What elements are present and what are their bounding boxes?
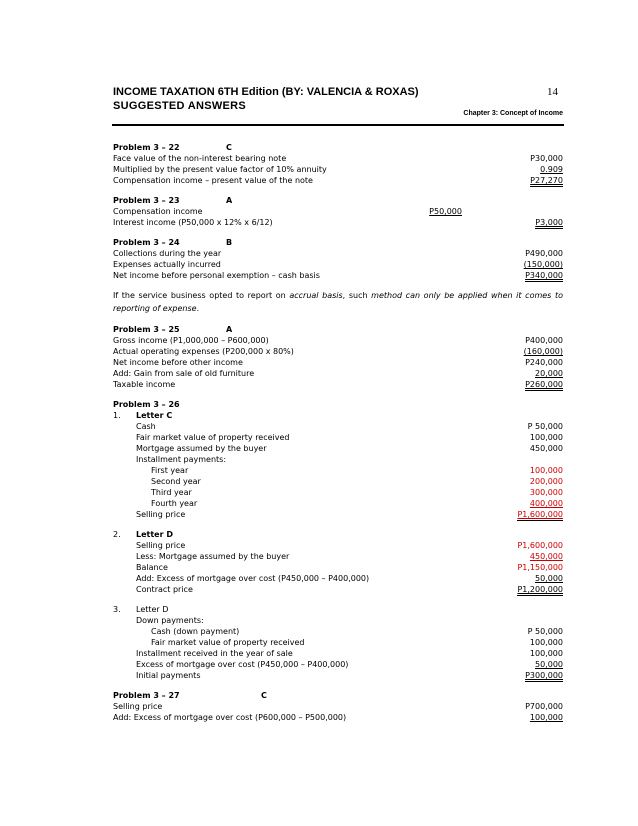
row-amount: 0.909 [540,165,563,174]
ledger-row [113,476,563,487]
row-amount: P1,600,000 [517,510,563,519]
row-amount: P50,000 [429,207,462,216]
row-amount: P300,000 [525,671,563,680]
item-answer: Letter D [136,605,169,614]
problem-answer: A [226,196,233,205]
item-heading [113,410,563,421]
problem-heading [113,399,563,410]
row-label: Multiplied by the present value factor of 10% annuity [113,165,327,174]
note-text: , such [342,291,372,300]
problem-answer: A [226,325,233,334]
row-amount: P 50,000 [527,627,563,636]
row-label: Expenses actually incurred [113,260,221,269]
answers-content [113,142,563,723]
ledger-row [113,584,563,595]
ledger-row [113,379,563,390]
row-amount: 100,000 [529,649,563,658]
row-amount: (160,000) [523,347,563,356]
problem-title: Problem 3 – 22 [113,143,180,152]
row-label: Add: Gain from sale of old furniture [113,369,255,378]
ledger-row [113,259,563,270]
ledger-row [113,153,563,164]
row-label: Fourth year [151,499,198,508]
row-amount: P490,000 [525,249,563,258]
ledger-row [113,454,563,465]
row-label: Initial payments [136,671,201,680]
ledger-row [113,637,563,648]
item-answer: Letter D [136,530,173,539]
row-label: Cash (down payment) [151,627,240,636]
row-label: Taxable income [113,380,176,389]
problem-heading [113,690,563,701]
row-amount: 100,000 [529,638,563,647]
row-amount: 50,000 [535,660,563,669]
ledger-row [113,712,563,723]
ledger-row [113,432,563,443]
ledger-row [113,573,563,584]
ledger-row [113,248,563,259]
row-label: Balance [136,563,168,572]
row-label: Fair market value of property received [151,638,305,647]
note-text: If the service business opted to report on [113,291,290,300]
problem-heading [113,195,563,206]
row-label: Third year [151,488,192,497]
note-text: . [196,304,200,313]
row-amount: P260,000 [525,380,563,389]
row-label: Selling price [136,541,186,550]
row-label: Installment received in the year of sale [136,649,293,658]
row-label: Add: Excess of mortgage over cost (P450,000 – P400,000) [136,574,370,583]
ledger-row [113,648,563,659]
problem-title: Problem 3 – 24 [113,238,180,247]
ledger-row [113,487,563,498]
row-amount: P400,000 [525,336,563,345]
problem-title: Problem 3 – 26 [113,400,180,409]
note-emphasis: method can only be applied when it comes to reporting of expense [113,291,563,313]
row-amount: P1,600,000 [517,541,563,550]
row-label: Gross income (P1,000,000 – P600,000) [113,336,269,345]
row-label: Compensation income [113,207,203,216]
item-number: 1. [113,411,121,420]
row-label: Mortgage assumed by the buyer [136,444,267,453]
ledger-row [113,659,563,670]
row-label: Net income before other income [113,358,243,367]
ledger-row [113,509,563,520]
ledger-row [113,615,563,626]
row-label: First year [151,466,189,475]
row-label: Less: Mortgage assumed by the buyer [136,552,290,561]
row-amount: 400,000 [529,499,563,508]
row-amount: P30,000 [530,154,563,163]
row-amount: 100,000 [529,466,563,475]
row-amount: 450,000 [529,444,563,453]
chapter-label: Chapter 3: Concept of Income [463,110,563,117]
row-label: Net income before personal exemption – cash basis [113,271,320,280]
row-amount: P27,270 [530,176,563,185]
problem-heading [113,324,563,335]
row-label: Selling price [113,702,163,711]
row-label: Cash [136,422,156,431]
ledger-row [113,465,563,476]
row-label: Second year [151,477,201,486]
row-amount: 20,000 [535,369,563,378]
row-amount: P340,000 [525,271,563,280]
problem-answer: B [226,238,233,247]
item-answer: Letter C [136,411,173,420]
problem-answer: C [261,691,267,700]
ledger-row [113,540,563,551]
ledger-row [113,175,563,186]
problem-title: Problem 3 – 27 [113,691,180,700]
row-amount: (150,000) [523,260,563,269]
row-label: Contract price [136,585,193,594]
row-label: Actual operating expenses (P200,000 x 80%) [113,347,294,356]
item-number: 2. [113,530,121,539]
ledger-row [113,357,563,368]
row-amount: 200,000 [529,477,563,486]
item-heading [113,604,563,615]
row-label: Compensation income – present value of the note [113,176,313,185]
ledger-row [113,443,563,454]
ledger-row [113,421,563,432]
row-label: Face value of the non-interest bearing note [113,154,287,163]
row-label: Excess of mortgage over cost (P450,000 – P400,000) [136,660,349,669]
row-label: Selling price [136,510,186,519]
item-heading [113,529,563,540]
item-number: 3. [113,605,121,614]
row-label: Collections during the year [113,249,222,258]
problem-answer: C [226,143,232,152]
row-label: Add: Excess of mortgage over cost (P600,000 – P500,000) [113,713,347,722]
problem-heading [113,237,563,248]
document-subtitle: SUGGESTED ANSWERS [113,100,247,112]
ledger-row [113,164,563,175]
page-number: 14 [547,86,558,98]
ledger-row [113,498,563,509]
header-divider [112,124,564,126]
row-amount: 450,000 [529,552,563,561]
ledger-row [113,270,563,281]
ledger-row [113,670,563,681]
ledger-row [113,335,563,346]
row-label: Installment payments: [136,455,227,464]
problem-title: Problem 3 – 25 [113,325,180,334]
row-amount: P1,200,000 [517,585,563,594]
row-amount: P3,000 [535,218,563,227]
ledger-row [113,346,563,357]
problem-heading [113,142,563,153]
ledger-row [113,551,563,562]
ledger-row [113,701,563,712]
row-amount: 100,000 [529,713,563,722]
document-title: INCOME TAXATION 6TH Edition (BY: VALENCIA & ROXAS) [113,86,419,98]
ledger-row [113,562,563,573]
row-label: Down payments: [136,616,204,625]
ledger-row [113,626,563,637]
row-label: Fair market value of property received [136,433,290,442]
row-amount: P240,000 [525,358,563,367]
row-amount: P 50,000 [527,422,563,431]
row-amount: 100,000 [529,433,563,442]
note-emphasis: accrual basis [289,291,343,300]
row-amount: 300,000 [529,488,563,497]
row-amount: P700,000 [525,702,563,711]
row-label: Interest income (P50,000 x 12% x 6/12) [113,218,273,227]
ledger-row [113,206,563,217]
ledger-row [113,368,563,379]
row-amount: P1,150,000 [517,563,563,572]
row-amount: 50,000 [535,574,563,583]
ledger-row [113,217,563,228]
problem-title: Problem 3 – 23 [113,196,180,205]
explanatory-note [113,289,563,315]
